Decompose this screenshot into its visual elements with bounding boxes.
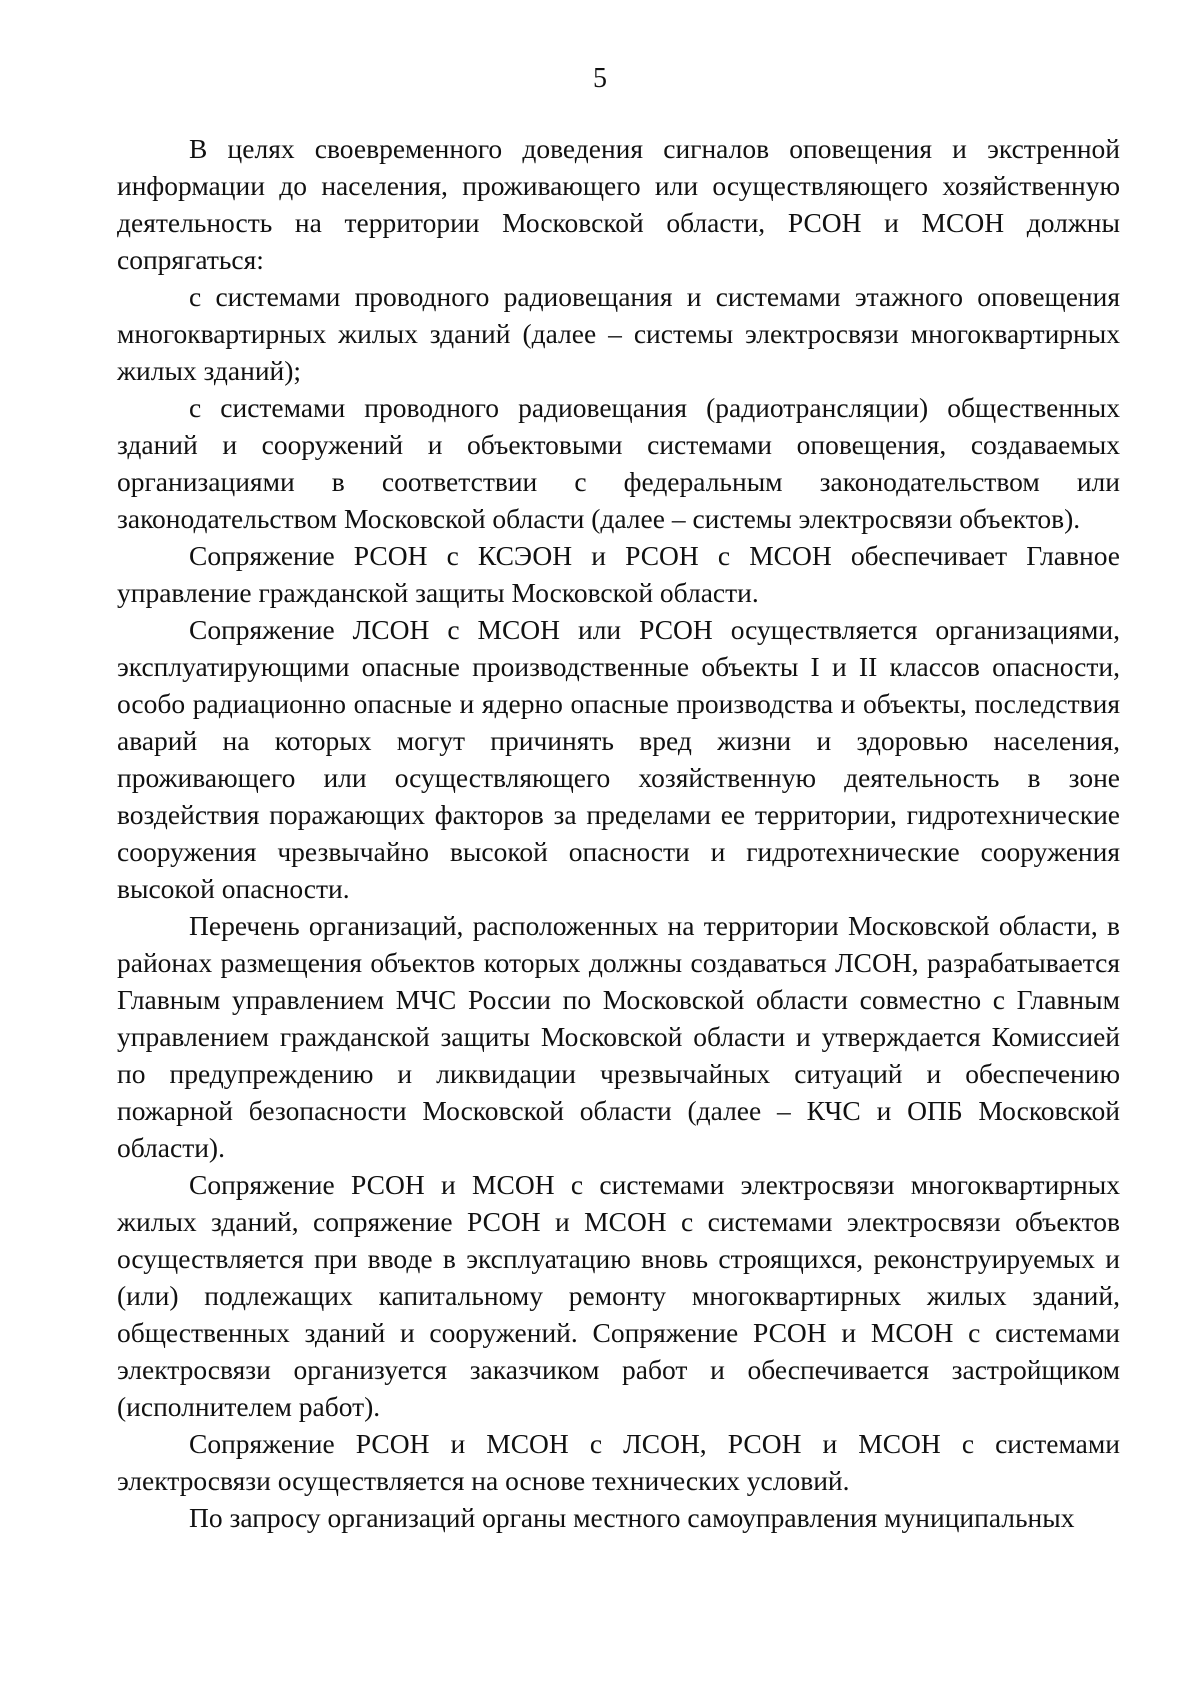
paragraph-organizations-list: Перечень организаций, расположенных на территории Московской области, в районах размещения объектов которых должны создаваться ЛСОН, разрабатывается Главным управлением МЧС России по Московской области совместно с Главным управлением гражданской защиты Московской области и утверждается Комиссией по предупреждению и ликвидации чрезвычайных ситуаций и обеспечению пожарной безопасности Московской области (далее – КЧС и ОПБ Московской области). — [117, 910, 1120, 1163]
paragraph-local-authorities: По запросу организаций органы местного самоуправления муниципальных — [189, 1502, 1075, 1533]
paragraph-residential-buildings: с системами проводного радиовещания и системами этажного оповещения многоквартирных жилых зданий (далее – системы электросвязи многоквартирных жилых зданий); — [117, 281, 1120, 386]
paragraph-lson-coupling: Сопряжение ЛСОН с МСОН или РСОН осуществляется организациями, эксплуатирующими опасные производственные объекты I и II классов опасности, особо радиационно опасные и ядерно опасные производства и объекты, последствия аварий на которых могут причинять вред жизни и здоровью населения, проживающего или осуществляющего хозяйственную деятельность в зоне воздействия поражающих факторов за пределами ее территории, гидротехнические сооружения чрезвычайно высокой опасности и гидротехнические сооружения высокой опасности. — [117, 614, 1120, 904]
page-number: 5 — [593, 63, 607, 94]
paragraph-technical-conditions: Сопряжение РСОН и МСОН с ЛСОН, РСОН и МСОН с системами электросвязи осуществляется на основе технических условий. — [117, 1428, 1120, 1496]
document-body — [117, 130, 1120, 1536]
paragraph-electrosvyaz-coupling: Сопряжение РСОН и МСОН с системами электросвязи многоквартирных жилых зданий, сопряжение РСОН и МСОН с системами электросвязи объектов осуществляется при вводе в эксплуатацию вновь строящихся, реконструируемых и (или) подлежащих капитальному ремонту многоквартирных жилых зданий, общественных зданий и сооружений. Сопряжение РСОН и МСОН с системами электросвязи организуется заказчиком работ и обеспечивается застройщиком (исполнителем работ). — [117, 1169, 1120, 1422]
paragraph-rson-kseon-coupling: Сопряжение РСОН с КСЭОН и РСОН с МСОН обеспечивает Главное управление гражданской защиты Московской области. — [117, 540, 1120, 608]
paragraph-public-buildings: с системами проводного радиовещания (радиотрансляции) общественных зданий и сооружений и объектовыми системами оповещения, создаваемых организациями в соответствии с федеральным законодательством или законодательством Московской области (далее – системы электросвязи объектов). — [117, 392, 1120, 534]
paragraph-signal-coupling-intro: В целях своевременного доведения сигналов оповещения и экстренной информации до населения, проживающего или осуществляющего хозяйственную деятельность на территории Московской области, РСОН и МСОН должны сопрягаться: — [117, 133, 1120, 275]
